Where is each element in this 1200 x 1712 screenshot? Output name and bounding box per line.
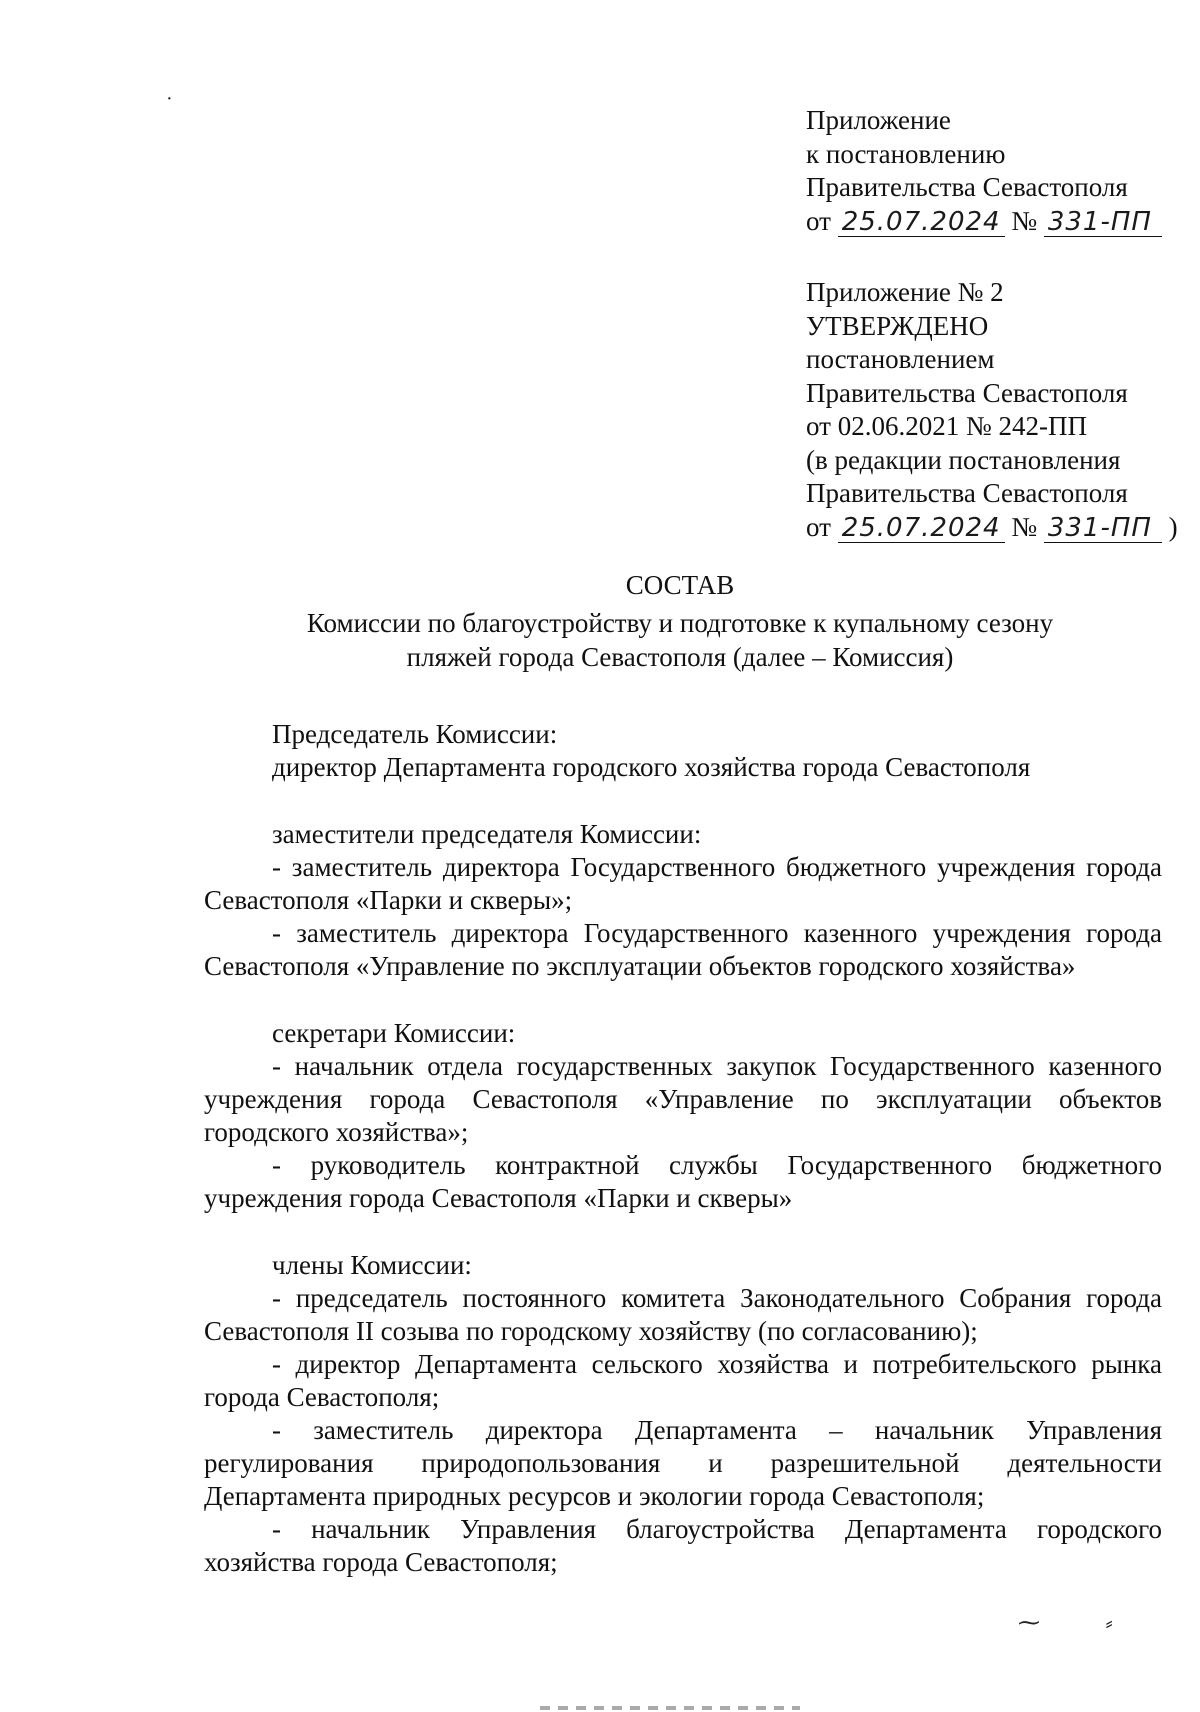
date-prefix: от bbox=[806, 205, 831, 236]
scan-marks: ⁓ ⸗ bbox=[1018, 1610, 1143, 1635]
section-title: Председатель Комиссии: bbox=[272, 719, 558, 749]
appendix2-line-2: УТВЕРЖДЕНО bbox=[806, 310, 989, 341]
appendix-date-line bbox=[806, 205, 1166, 239]
handwritten-date: 25.07.2024 bbox=[838, 514, 1005, 543]
appendix-header bbox=[806, 104, 1178, 544]
appendix2-line-3: постановлением bbox=[806, 344, 995, 374]
list-item: директор Департамента городского хозяйства города Севастополя bbox=[272, 752, 1031, 782]
list-item: - заместитель директора Государственного казенного учреждения города Севастополя «Управление по эксплуатации объектов городского хозяйства» bbox=[204, 918, 1162, 981]
section-deputies bbox=[204, 818, 1162, 983]
date-prefix: от bbox=[806, 511, 831, 542]
list-item: - начальник отдела государственных закупок Государственного казенного учреждения города Севастополя «Управление по эксплуатации объектов городского хозяйства»; bbox=[204, 1051, 1162, 1147]
title-subtitle-1: Комиссии по благоустройству и подготовке к купальному сезону bbox=[306, 608, 1054, 638]
section-title: члены Комиссии: bbox=[272, 1250, 472, 1280]
appendix2-date-line bbox=[806, 511, 1178, 545]
appendix-line-1: Приложение bbox=[806, 105, 951, 135]
appendix2-line-6: (в редакции постановления bbox=[806, 444, 1121, 475]
handwritten-number: 331-ПП bbox=[1044, 514, 1162, 543]
appendix2-line-1: Приложение № 2 bbox=[806, 277, 1004, 307]
scan-dot: · bbox=[166, 88, 173, 110]
closing-parenthesis: ) bbox=[1168, 511, 1178, 542]
title-heading: СОСТАВ bbox=[625, 570, 735, 600]
handwritten-number: 331-ПП bbox=[1044, 208, 1162, 237]
list-item: - председатель постоянного комитета Законодательного Собрания города Севастополя II созыва по городскому хозяйству (по согласованию); bbox=[204, 1283, 1162, 1346]
list-item: - начальник Управления благоустройства Департамента городского хозяйства города Севастополя; bbox=[204, 1514, 1162, 1577]
appendix2-line-4: Правительства Севастополя bbox=[806, 377, 1128, 408]
appendix-line-3: Правительства Севастополя bbox=[806, 172, 1128, 202]
document-title bbox=[200, 568, 1160, 674]
list-item: - заместитель директора Департамента – начальник Управления регулирования природопользования и разрешительной деятельности Департамента природных ресурсов и экологии города Севастополя; bbox=[204, 1415, 1162, 1511]
commission-composition bbox=[204, 718, 1162, 1613]
title-subtitle-2: пляжей города Севастополя (далее – Комиссия) bbox=[406, 642, 954, 672]
appendix2-line-7: Правительства Севастополя bbox=[806, 478, 1128, 508]
number-sign: № bbox=[1011, 205, 1038, 236]
list-item: - заместитель директора Государственного бюджетного учреждения города Севастополя «Парки и скверы»; bbox=[204, 852, 1162, 915]
spacer bbox=[806, 238, 1166, 276]
section-members bbox=[204, 1249, 1162, 1579]
handwritten-date: 25.07.2024 bbox=[838, 208, 1005, 237]
section-title: секретари Комиссии: bbox=[272, 1018, 516, 1048]
section-secretaries bbox=[204, 1017, 1162, 1215]
appendix-line-2: к постановлению bbox=[806, 138, 1006, 169]
number-sign: № bbox=[1011, 511, 1038, 542]
section-chair bbox=[204, 718, 1162, 784]
list-item: - директор Департамента сельского хозяйства и потребительского рынка города Севастополя; bbox=[204, 1349, 1162, 1412]
scan-artifact bbox=[540, 1706, 800, 1710]
section-title: заместители председателя Комиссии: bbox=[272, 819, 702, 849]
list-item: - руководитель контрактной службы Государственного бюджетного учреждения города Севастополя «Парки и скверы» bbox=[204, 1150, 1162, 1213]
appendix2-line-5: от 02.06.2021 № 242-ПП bbox=[806, 411, 1087, 441]
